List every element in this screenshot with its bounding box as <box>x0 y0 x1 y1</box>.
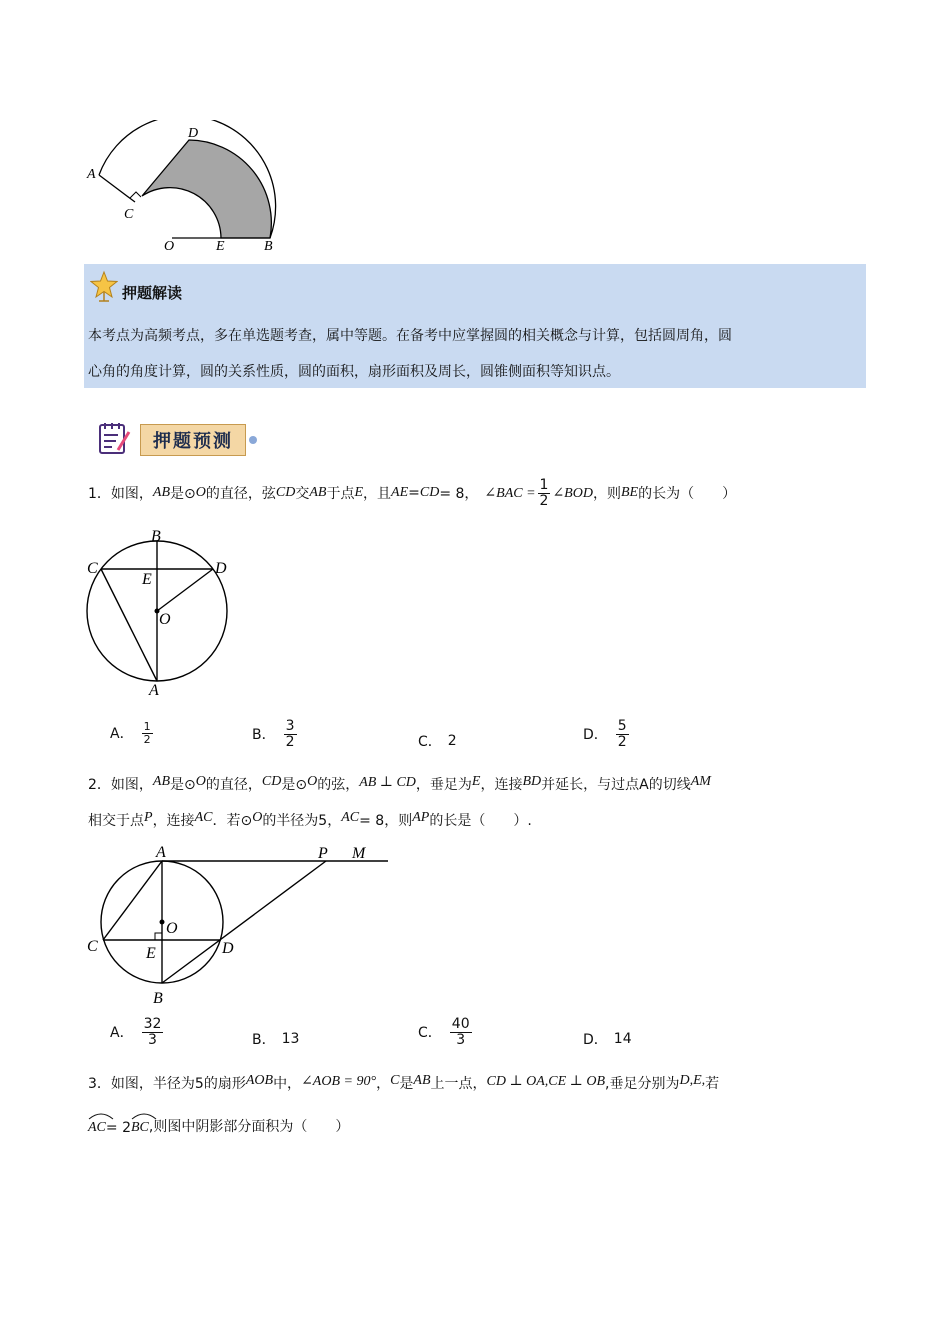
star-icon <box>90 270 118 304</box>
right-angle-mark <box>130 192 141 198</box>
svg-text:C: C <box>87 560 98 577</box>
label-a: A <box>87 167 96 182</box>
banner-dot <box>249 436 257 444</box>
box-line-2: 心角的角度计算，圆的关系性质，圆的面积，扇形面积及周长，圆锥侧面积等知识点。 <box>88 364 620 380</box>
svg-text:P: P <box>318 845 328 862</box>
svg-text:E: E <box>142 571 152 588</box>
q2-option-c[interactable]: C． $\frac{40}{3}$ <box>418 1016 470 1048</box>
svg-text:O: O <box>166 920 178 937</box>
svg-text:A: A <box>156 844 166 861</box>
question-3-line-1: 3． 如图，半径为5的扇形 AOB 中， ∠AOB = 90° ， C 是 AB 上一点， CD ⊥ OA,CE ⊥ OB ,垂足分别为 D,E, 若 <box>88 1073 720 1092</box>
svg-text:B: B <box>153 990 163 1007</box>
q1-fraction: $\frac{1}{2}$ <box>539 477 549 509</box>
label-c: C <box>124 207 134 222</box>
sector-figure <box>84 120 284 255</box>
arc-ac: AC <box>88 1120 106 1136</box>
q2-option-b[interactable]: B． 13 <box>252 1031 300 1048</box>
svg-text:A: A <box>149 682 159 698</box>
q1-circle-figure <box>84 526 244 698</box>
notebook-icon <box>96 420 134 456</box>
question-3-line-2: AC = 2 BC ,则图中阴影部分面积为（ ） <box>88 1116 349 1136</box>
svg-text:D: D <box>215 560 227 577</box>
section-banner: 押题预测 <box>140 424 246 456</box>
label-b: B <box>264 239 273 254</box>
svg-text:O: O <box>159 611 171 628</box>
box-title: 押题解读 <box>122 284 183 302</box>
question-2-line-1: 2． 如图， AB 是⊙ O 的直径， CD 是⊙ O 的弦， AB ⊥ CD ，垂足为 E ，连接 BD 并延长，与过点A的切线 AM <box>88 774 711 793</box>
question-2-line-2: 相交于点 P ，连接 AC ．若⊙ O 的半径为5， AC = 8，则 AP 的长是（ ）. <box>88 810 532 829</box>
label-e: E <box>216 239 225 254</box>
q1-option-b[interactable]: B． $\frac{3}{2}$ <box>252 718 295 750</box>
box-line-1: 本考点为高频考点，多在单选题考查，属中等题。在备考中应掌握圆的相关概念与计算，包括圆周角，圆 <box>88 328 732 344</box>
question-1-text: 1． 如图， AB 是⊙ O 的直径，弦 CD 交 AB 于点 E ，且 AE = CD = 8， ∠BAC = $\frac{1}{2}$ ∠BOD ，则 BE 的长为（ ） <box>88 477 737 509</box>
svg-text:E: E <box>146 945 156 962</box>
q2-option-d[interactable]: D． 14 <box>583 1031 632 1048</box>
label-o: O <box>164 239 175 254</box>
q1-option-a[interactable]: A． $\frac{1}{2}$ <box>110 720 151 746</box>
svg-text:C: C <box>87 938 98 955</box>
label-d: D <box>188 126 199 141</box>
segment-ac <box>99 175 135 202</box>
q2-option-a[interactable]: A． $\frac{32}{3}$ <box>110 1016 162 1048</box>
svg-text:D: D <box>222 940 234 957</box>
q1-option-c[interactable]: C． 2 <box>418 733 457 750</box>
q2-circle-figure <box>84 838 394 1008</box>
arc-bc: BC <box>131 1120 149 1136</box>
svg-text:M: M <box>352 845 366 862</box>
shaded-region <box>142 140 271 238</box>
svg-text:B: B <box>151 528 161 545</box>
q1-option-d[interactable]: D． $\frac{5}{2}$ <box>583 718 627 750</box>
